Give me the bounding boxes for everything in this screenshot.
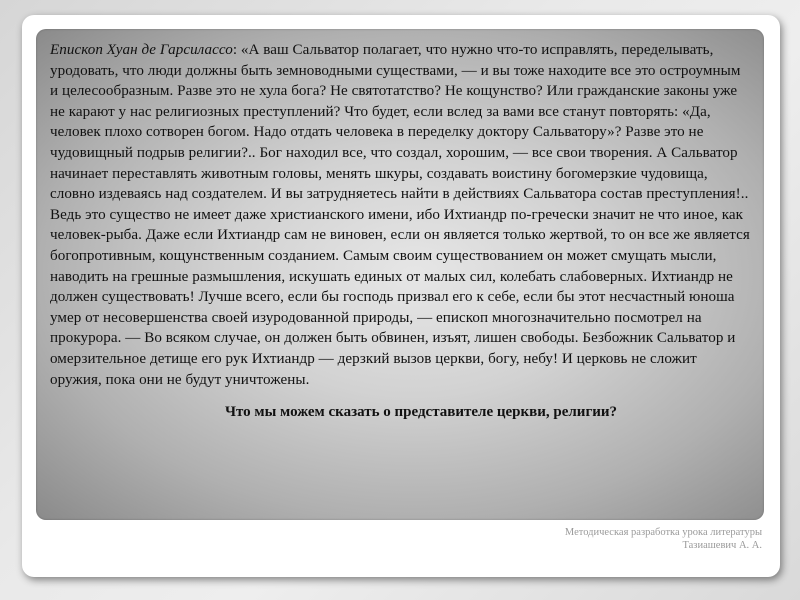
quote-panel (36, 29, 764, 520)
speaker-separator: : (232, 42, 241, 58)
slide-footer (565, 526, 762, 552)
discussion-question: Что мы можем сказать о представителе церкви, религии? (224, 404, 618, 421)
quote-paragraph (50, 40, 752, 390)
speaker-name: Епископ Хуан де Гарсилассо (50, 42, 233, 58)
footer-line-2: Тазиашевич А. А. (682, 540, 762, 551)
footer-line-1: Методическая разработка урока литературы (564, 527, 762, 538)
quote-text: «А ваш Сальватор полагает, что нужно что-то исправлять, переделывать, уродовать, что люди должны быть земноводными существами, — и вы тоже находите все это остроумным и целесообразным. Разве это не хула бога? Не святотатство? Не кощунство? Или гражданские законы уже не карают у нас религиозных преступлений? Что будет, если вслед за вами все станут повторять: «Да, человек плохо сотворен богом. Надо отдать человека в переделку доктору Сальватору»? Разве это не чудовищный подрыв религии?.. Бог находил все, что создал, хорошим, — все свои творения. А Сальватор начинает переставлять животным головы, менять шкуры, создавать воистину богомерзкие чудовища, словно издеваясь над создателем. И вы затрудняетесь найти в действиях Сальватора состав преступления!.. Ведь это существо не имеет даже христианского имени, ибо Ихтиандр по-гречески значит не что иное, как человек-рыба. Даже если Ихтиандр сам не виновен, если он является только жертвой, то он все же является богопротивным, кощунственным созданием. Самым своим существованием он может смущать мысли, наводить на грешные размышления, искушать единых от малых сил, колебать слабоверных. Ихтиандр не должен существовать! Лучше всего, если бы господь призвал его к себе, если бы этот несчастный юноша умер от несовершенства своей изуродованной природы, — епископ многозначительно посмотрел на прокурора. — Во всяком случае, он должен быть обвинен, изъят, лишен свободы. Безбожник Сальватор и омерзительное детище его рук Ихтиандр — дерзкий вызов церкви, богу, небу! И церковь не сложит оружия, пока они не будут уничтожены. (50, 42, 750, 388)
